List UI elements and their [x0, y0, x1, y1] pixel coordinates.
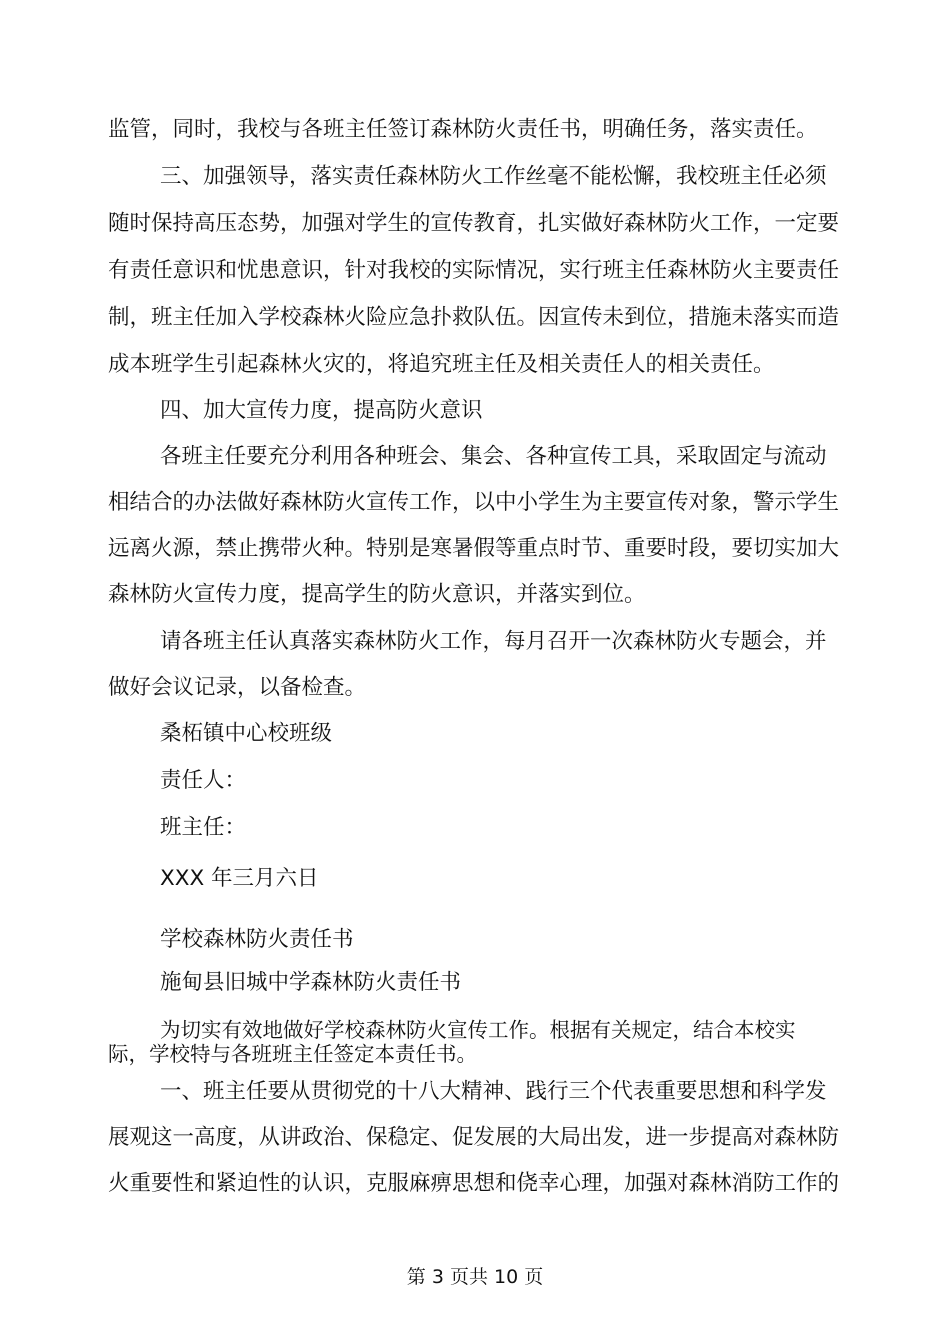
body-line: 相结合的办法做好森林防火宣传工作，以中小学生为主要宣传对象，警示学生 [108, 490, 840, 515]
body-line: 为切实有效地做好学校森林防火宣传工作。根据有关规定，结合本校实 [160, 1018, 796, 1042]
signature-responsible-person: 责任人： [160, 768, 247, 793]
body-line: 随时保持高压态势，加强对学生的宣传教育，扎实做好森林防火工作，一定要 [108, 211, 840, 236]
body-line: 做好会议记录，以备检查。 [108, 675, 367, 700]
signature-date: XXX 年三月六日 [160, 866, 319, 891]
body-line: 际，学校特与各班班主任签定本责任书。 [108, 1042, 477, 1066]
body-line: 有责任意识和忧患意识，针对我校的实际情况，实行班主任森林防火主要责任 [108, 258, 840, 283]
body-line: 各班主任要充分利用各种班会、集会、各种宣传工具，采取固定与流动 [160, 444, 827, 469]
body-line: 制，班主任加入学校森林火险应急扑救队伍。因宣传未到位，措施未落实而造 [108, 305, 840, 330]
body-line: 火重要性和紧迫性的认识，克服麻痹思想和侥幸心理，加强对森林消防工作的 [108, 1171, 840, 1196]
document-subtitle: 施甸县旧城中学森林防火责任书 [160, 970, 462, 995]
body-line: 森林防火宣传力度，提高学生的防火意识，并落实到位。 [108, 582, 646, 607]
body-line: 一、班主任要从贯彻党的十八大精神、践行三个代表重要思想和科学发 [160, 1079, 827, 1104]
body-line: 请各班主任认真落实森林防火工作，每月召开一次森林防火专题会，并 [160, 629, 827, 654]
signature-unit: 桑柘镇中心校班级 [160, 721, 333, 746]
page-number-footer: 第 3 页共 10 页 [406, 1266, 544, 1288]
body-line: 远离火源，禁止携带火种。特别是寒暑假等重点时节、重要时段，要切实加大 [108, 536, 840, 561]
section-heading: 四、加大宣传力度，提高防火意识 [160, 398, 483, 423]
body-line: 成本班学生引起森林火灾的，将追究班主任及相关责任人的相关责任。 [108, 352, 775, 377]
document-title: 学校森林防火责任书 [160, 927, 354, 952]
body-line: 三、加强领导，落实责任森林防火工作丝毫不能松懈，我校班主任必须 [160, 164, 827, 189]
body-line: 展观这一高度，从讲政治、保稳定、促发展的大局出发，进一步提高对森林防 [108, 1125, 840, 1150]
signature-class-teacher: 班主任： [160, 815, 247, 840]
body-line: 监管，同时，我校与各班主任签订森林防火责任书，明确任务，落实责任。 [108, 117, 818, 142]
